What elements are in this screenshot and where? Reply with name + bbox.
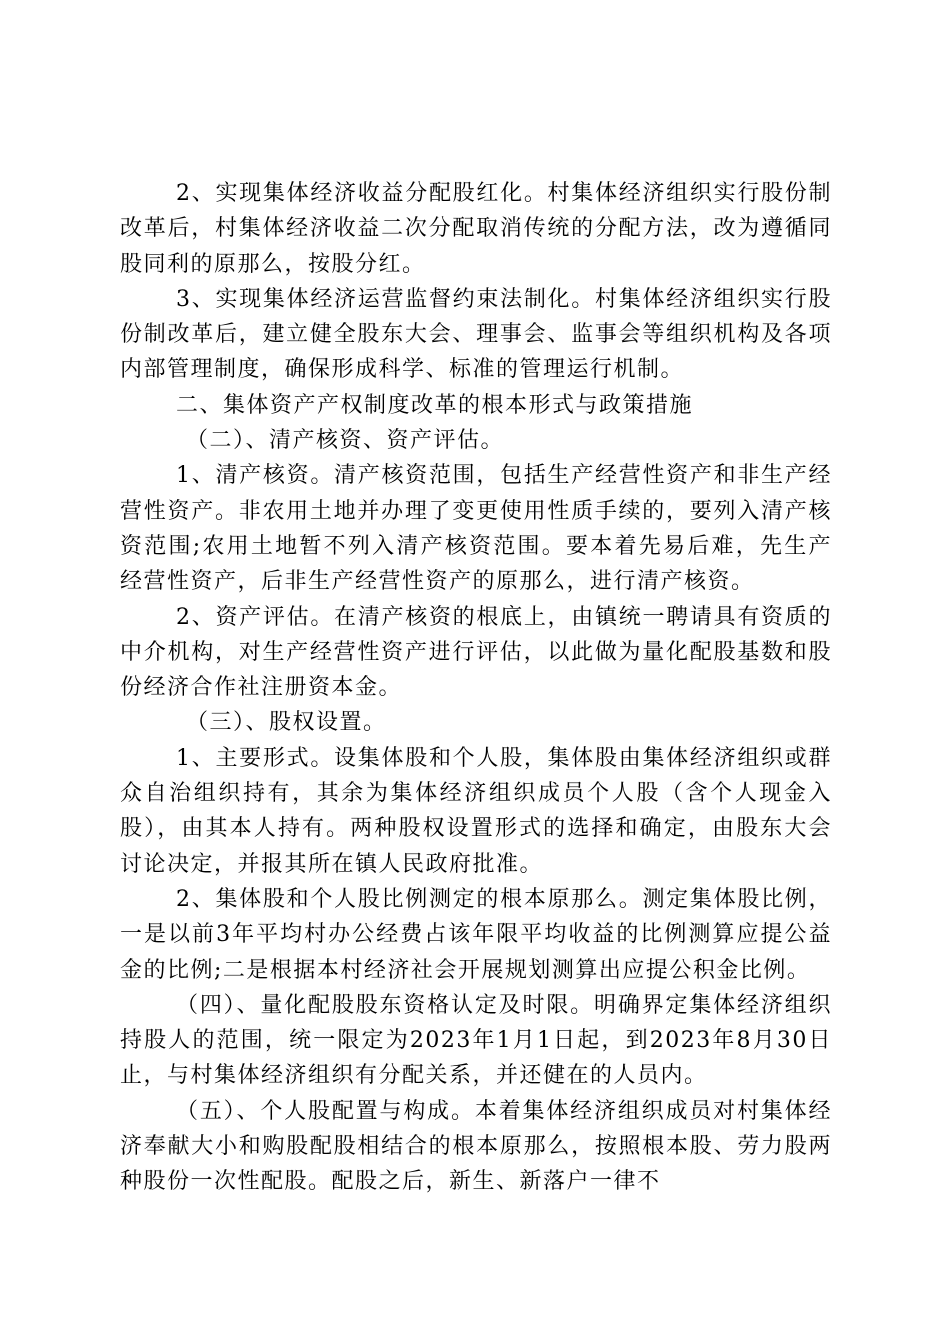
paragraph-shareholder-qualification: （四）、量化配股股东资格认定及时限。明确界定集体经济组织持股人的范围，统一限定为2023年1月1日起，到2023年8月30日止，与村集体经济组织有分配关系，并还健在的人员内。 — [120, 992, 832, 1089]
paragraph-individual-shares: （五）、个人股配置与构成。本着集体经济组织成员对村集体经济奉献大小和购股配股相结合的根本原那么，按照根本股、劳力股两种股份一次性配股。配股之后，新生、新落户一律不 — [120, 1098, 832, 1195]
document-body — [120, 176, 832, 1200]
subsection-heading-equity-setup: （三）、股权设置。 — [186, 710, 387, 736]
section-heading-reform-forms: 二、集体资产产权制度改革的根本形式与政策措施 — [176, 392, 694, 418]
paragraph-main-forms: 1、主要形式。设集体股和个人股，集体股由集体经济组织或群众自治组织持有，其余为集体经济组织成员个人股（含个人现金入股），由其本人持有。两种股权设置形式的选择和确定，由股东大会讨论决定，并报其所在镇人民政府批准。 — [120, 745, 832, 877]
paragraph-share-ratio-principle: 2、集体股和个人股比例测定的根本原那么。测定集体股比例，一是以前3年平均村办公经费占该年限平均收益的比例测算应提公益金的比例;二是根据本村经济社会开展规划测算出应提公积金比例。 — [120, 886, 832, 983]
subsection-heading-asset-verification: （二）、清产核资、资产评估。 — [186, 428, 505, 454]
paragraph-income-distribution: 2、实现集体经济收益分配股红化。村集体经济组织实行股份制改革后，村集体经济收益二次分配取消传统的分配方法，改为遵循同股同利的原那么，按股分红。 — [120, 181, 832, 277]
paragraph-supervision-legalization: 3、实现集体经济运营监督约束法制化。村集体经济组织实行股份制改革后，建立健全股东大会、理事会、监事会等组织机构及各项内部管理制度，确保形成科学、标准的管理运行机制。 — [120, 286, 832, 383]
paragraph-asset-evaluation: 2、资产评估。在清产核资的根底上，由镇统一聘请具有资质的中介机构，对生产经营性资产进行评估，以此做为量化配股基数和股份经济合作社注册资本金。 — [120, 604, 832, 701]
paragraph-asset-inventory: 1、清产核资。清产核资范围，包括生产经营性资产和非生产经营性资产。非农用土地并办理了变更使用性质手续的，要列入清产核资范围;农用土地暂不列入清产核资范围。要本着先易后难，先生产经营性资产，后非生产经营性资产的原那么，进行清产核资。 — [120, 463, 832, 595]
